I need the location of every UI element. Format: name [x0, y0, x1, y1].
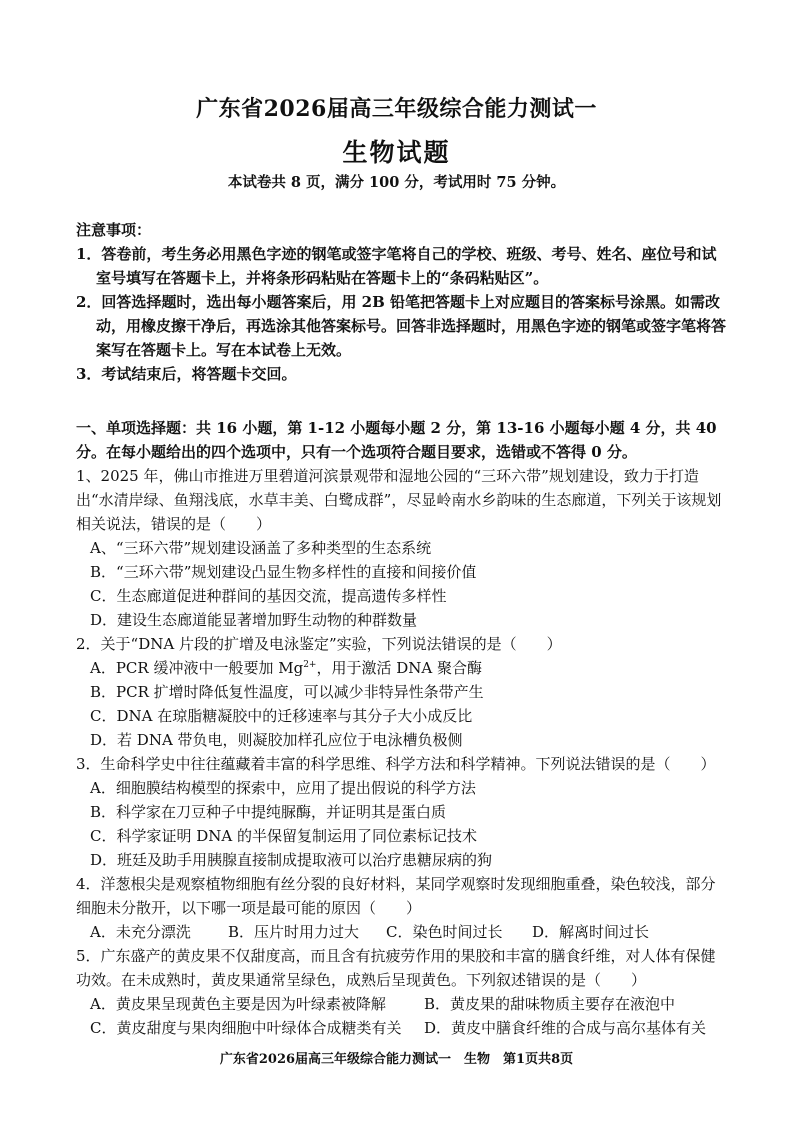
question-2-option-c: C．DNA 在琼脂糖凝胶中的迁移速率与其分子大小成反比	[90, 707, 473, 725]
question-1-option-d: D．建设生态廊道能显著增加野生动物的种群数量	[90, 611, 418, 629]
question-5-option-a: A．黄皮果呈现黄色主要是因为叶绿素被降解	[90, 995, 386, 1013]
question-2-option-a-sup: 2+	[303, 660, 317, 670]
question-4-option-b: B．压片时用力过大	[228, 923, 360, 941]
question-1-option-b: B．“三环六带”规划建设凸显生物多样性的直接和间接价值	[90, 563, 477, 581]
note-item-3: 3．考试结束后，将答题卡交回。	[76, 365, 297, 383]
question-3-stem: 3．生命科学史中往往蕴藏着丰富的科学思维、科学方法和科学精神。下列说法错误的是（ ）	[76, 755, 716, 773]
question-3-option-b: B．科学家在刀豆种子中提纯脲酶，并证明其是蛋白质	[90, 803, 447, 821]
question-5-stem: 5．广东盛产的黄皮果不仅甜度高，而且含有抗疲劳作用的果胶和丰富的膳食纤维，对人体有保健功效。在未成熟时，黄皮果通常呈绿色，成熟后呈现黄色。下列叙述错误的是（ ）	[76, 947, 716, 989]
question-4-option-a: A．未充分漂洗	[90, 923, 191, 941]
question-5-options-row-2	[76, 1016, 726, 1040]
question-5-option-d: D．黄皮中膳食纤维的合成与高尔基体有关	[424, 1019, 707, 1037]
section-1-intro: 一、单项选择题：共 16 小题，第 1-12 小题每小题 2 分，第 13-16 小题每小题 4 分，共 40 分。在每小题给出的四个选项中，只有一个选项符合题目要求，选错或不答得 0 分。	[76, 419, 717, 461]
exam-title: 广东省2026届高三年级综合能力测试一	[196, 96, 597, 122]
question-2-option-a-pre: A．PCR 缓冲液中一般要加 Mg	[90, 659, 304, 677]
page-footer: 广东省2026届高三年级综合能力测试一 生物 第1页共8页	[219, 1052, 574, 1067]
question-2-option-a	[76, 656, 726, 680]
question-1-stem: 1、2025 年，佛山市推进万里碧道河滨景观带和湿地公园的“三环六带”规划建设，致力于打造出“水清岸绿、鱼翔浅底，水草丰美、白鹭成群”，尽显岭南水乡韵味的生态廊道，下列关于该规划相关说法，错误的是（ ）	[76, 467, 722, 533]
question-3-option-a: A．细胞膜结构模型的探索中，应用了提出假说的科学方法	[90, 779, 476, 797]
question-1-option-c: C．生态廊道促进种群间的基因交流，提高遗传多样性	[90, 587, 447, 605]
question-2-option-a-post: ，用于激活 DNA 聚合酶	[316, 659, 483, 677]
question-4-option-d: D．解离时间过长	[532, 923, 650, 941]
question-3-option-d: D．班廷及助手用胰腺直接制成提取液可以治疗患糖尿病的狗	[90, 851, 493, 869]
question-4-stem: 4．洋葱根尖是观察植物细胞有丝分裂的良好材料，某同学观察时发现细胞重叠，染色较浅，部分细胞未分散开，以下哪一项是最可能的原因（ ）	[76, 875, 716, 917]
question-5-options-row-1	[76, 992, 726, 1016]
notes-heading: 注意事项：	[76, 221, 152, 239]
question-5-option-c: C．黄皮甜度与果肉细胞中叶绿体合成糖类有关	[90, 1019, 402, 1037]
question-5-option-b: B．黄皮果的甜味物质主要存在液泡中	[424, 995, 676, 1013]
exam-body	[76, 218, 726, 1040]
note-item-2: 2．回答选择题时，选出每小题答案后，用 2B 铅笔把答题卡上对应题目的答案标号涂黑。如需改动，用橡皮擦干净后，再选涂其他答案标号。回答非选择题时，用黑色字迹的钢笔或签字笔将答案写在答题卡上。写在本试卷上无效。	[76, 293, 727, 359]
subject-title: 生物试题	[342, 138, 451, 167]
question-1-option-a: A、“三环六带”规划建设涵盖了多种类型的生态系统	[90, 539, 432, 557]
question-2-stem: 2．关于“DNA 片段的扩增及电泳鉴定”实验，下列说法错误的是（ ）	[76, 635, 562, 653]
question-2-option-b: B．PCR 扩增时降低复性温度，可以减少非特异性条带产生	[90, 683, 484, 701]
note-item-1: 1．答卷前，考生务必用黑色字迹的钢笔或签字笔将自己的学校、班级、考号、姓名、座位号和试室号填写在答题卡上，并将条形码粘贴在答题卡上的“条码粘贴区”。	[76, 245, 717, 287]
question-4-options	[76, 920, 726, 944]
exam-info: 本试卷共 8 页，满分 100 分，考试用时 75 分钟。	[227, 174, 566, 191]
question-3-option-c: C．科学家证明 DNA 的半保留复制运用了同位素标记技术	[90, 827, 477, 845]
question-4-option-c: C．染色时间过长	[386, 923, 503, 941]
question-2-option-d: D．若 DNA 带负电，则凝胶加样孔应位于电泳槽负极侧	[90, 731, 463, 749]
